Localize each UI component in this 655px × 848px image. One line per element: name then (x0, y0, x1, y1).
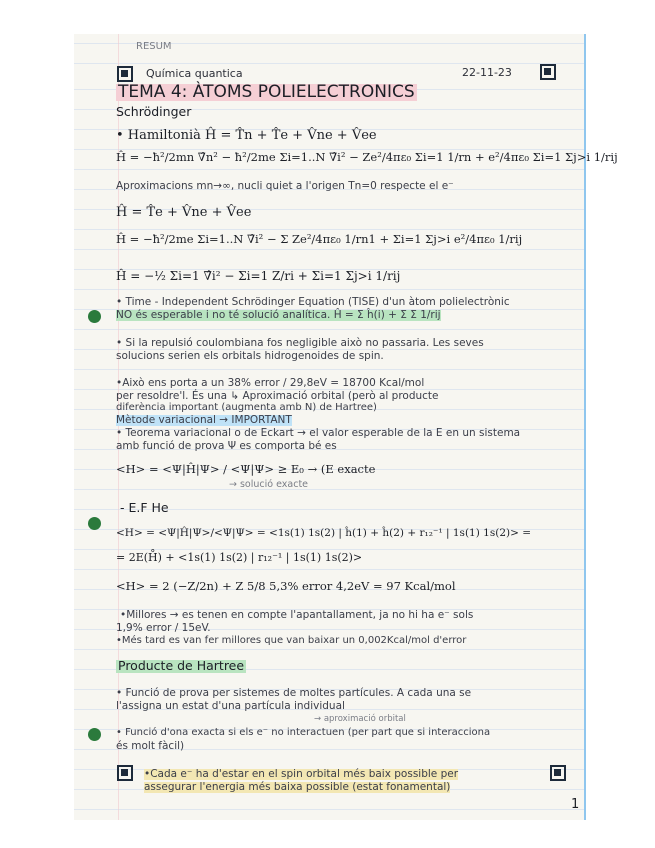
hartree-line-1: • Funció de prova per sistemes de moltes partícules. A cada una se (116, 687, 472, 699)
binder-hole-2 (88, 517, 101, 530)
exact-solution-note: → solució exacte (229, 479, 309, 490)
page-title: TEMA 4: ÀTOMS POLIELECTRONICS (118, 82, 415, 102)
hartree-heading: Producte de Hartree (118, 658, 245, 673)
orbital-approx-note: → aproximació orbital (314, 714, 406, 724)
coulomb-line-2: solucions serien els orbitals hidrogenoides de spin. (116, 350, 384, 362)
hartree-line-5: •Cada e⁻ ha d'estar en el spin orbital més baix possible per (144, 768, 459, 780)
helium-energy-expansion: = 2E(H̊) + <1s(1) 1s(2) | r₁₂⁻¹ | 1s(1) 1s(2)> (116, 551, 363, 564)
hamiltonian-atomic-units: Ĥ = −½ Σi=1 ∇̂i² − Σi=1 Z/ri + Σi=1 Σj>i 1/rij (116, 269, 401, 283)
variational-method-heading: Mètode variacional → IMPORTANT (116, 414, 292, 426)
trial-function-line: amb funció de prova Ψ es comporta bé es (116, 440, 337, 452)
hartree-line-6: assegurar l'energia més baixa possible (estat fonamental) (144, 781, 451, 793)
hamiltonian-line: • Hamiltonià Ĥ = T̂n + T̂e + V̂ne + V̂ee (116, 128, 377, 143)
subject-label: Química quantica (146, 67, 243, 80)
binder-hole-1 (88, 310, 101, 323)
corner-mark-top-left (117, 66, 133, 82)
coulomb-line-1: • Si la repulsió coulombiana fos negligible això no passaria. Les seves (116, 337, 484, 349)
tise-line: • Time - Independent Schrödinger Equation (TISE) d'un àtom polielectrònic (116, 296, 510, 308)
improvements-line-3: •Més tard es van fer millores que van baixar un 0,002Kcal/mol d'error (116, 635, 467, 646)
hamiltonian-expanded: Ĥ = −ħ²/2me Σi=1..N ∇̂i² − Σ Ze²/4πε₀ 1/rn1 + Σi=1 Σj>i e²/4πε₀ 1/rij (116, 232, 523, 246)
hartree-line-4: és molt fàcil) (116, 740, 185, 752)
resolve-line: per resoldre'l. És una ↳ Aproximació orbital (però al producte (116, 390, 439, 402)
improvements-line-1: •Millores → es tenen en compte l'apantallament, ja no hi ha e⁻ sols (120, 609, 474, 621)
hartree-line-3: • Funció d'ona exacta si els e⁻ no interactuen (per part que si interacciona (116, 727, 491, 738)
page-number: 1 (571, 797, 580, 812)
eckart-theorem-line: • Teorema variacional o de Eckart → el valor esperable de la E en un sistema (116, 427, 521, 439)
variational-inequality: <H> = <Ψ|Ĥ|Ψ> / <Ψ|Ψ> ≥ E₀ → (E exacte (116, 462, 376, 476)
tise-note: NO és esperable i no té solució analítica. Ĥ = Σ ĥ(i) + Σ Σ 1/rij (116, 309, 441, 321)
improvements-line-2: 1,9% error / 15eV. (116, 622, 211, 634)
helium-expectation: <H> = <Ψ|Ĥ|Ψ>/<Ψ|Ψ> = <1s(1) 1s(2) | ĥ(1) + ĥ(2) + r₁₂⁻¹ | 1s(1) 1s(2)> = (116, 527, 532, 539)
resum-label: RESUM (136, 41, 172, 52)
section-subtitle: Schrödinger (116, 104, 192, 119)
date-label: 22-11-23 (462, 66, 512, 79)
approximations-line: Aproximacions mn→∞, nucli quiet a l'origen Tn=0 respecte el e⁻ (116, 180, 454, 192)
binder-hole-3 (88, 728, 101, 741)
corner-mark-bottom-left (117, 765, 133, 781)
corner-mark-bottom-right (550, 765, 566, 781)
corner-mark-top-right (540, 64, 556, 80)
difference-line: diferència important (augmenta amb N) de Hartree) (116, 402, 377, 413)
hamiltonian-reduced: Ĥ = T̂e + V̂ne + V̂ee (116, 205, 252, 220)
hamiltonian-full: Ĥ = −ħ²/2mn ∇̂n² − ħ²/2me Σi=1..N ∇̂i² − Ze²/4πε₀ Σi=1 1/rn + e²/4πε₀ Σi=1 Σj>i 1/rij (116, 150, 618, 164)
error-line: •Això ens porta a un 38% error / 29,8eV = 18700 Kcal/mol (116, 377, 425, 389)
helium-ground-state: - E.F He (120, 500, 169, 515)
notebook-page (74, 34, 618, 820)
helium-result: <H> = 2 (−Z/2n) + Z 5/8 5,3% error 4,2eV = 97 Kcal/mol (116, 579, 456, 593)
hartree-line-2: l'assigna un estat d'una partícula individual (116, 700, 345, 712)
